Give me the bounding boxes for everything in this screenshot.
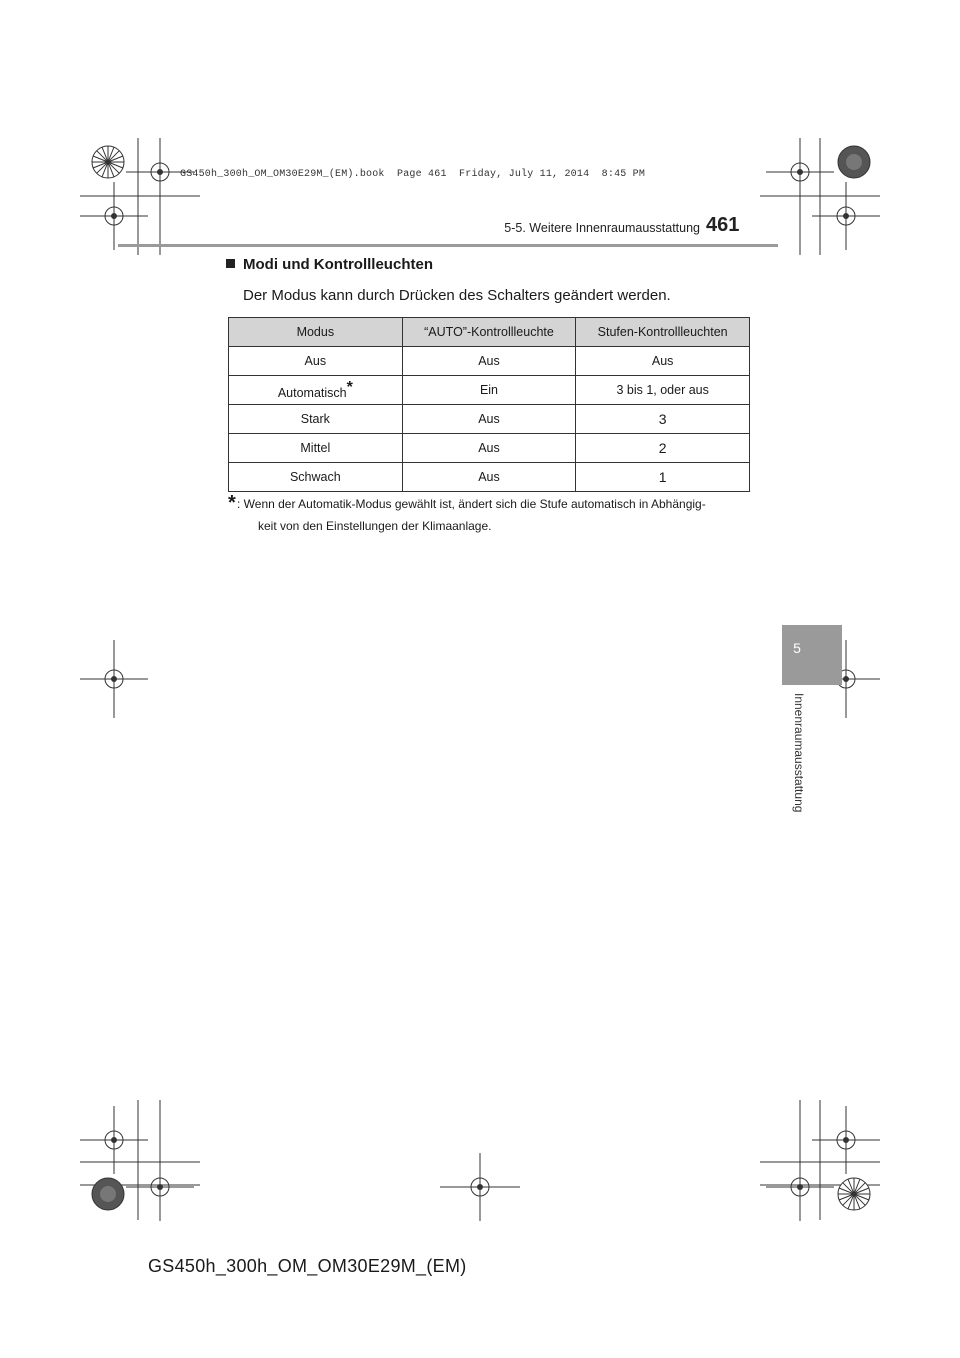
square-bullet-icon — [226, 259, 235, 268]
table-cell: 2 — [576, 434, 750, 463]
header-rule — [118, 244, 778, 247]
footnote-marker: * — [228, 492, 236, 514]
table-cell — [229, 376, 403, 405]
table-cell: Aus — [402, 405, 576, 434]
footnote-text-line2: keit von den Einstellungen der Klimaanlage. — [258, 519, 492, 533]
column-header: “AUTO”-Kontrollleuchte — [402, 318, 576, 347]
table-cell: 3 bis 1, oder aus — [576, 376, 750, 405]
table-cell: Ein — [402, 376, 576, 405]
table-row — [229, 376, 750, 405]
section-heading — [226, 256, 433, 273]
table-row — [229, 405, 750, 434]
running-header-section: 5-5. Weitere Innenraumausstattung — [504, 221, 700, 235]
modes-table — [228, 317, 750, 492]
intro-paragraph: Der Modus kann durch Drücken des Schalters geändert werden. — [243, 287, 671, 304]
page-number: 461 — [706, 214, 740, 236]
table-cell: 1 — [576, 463, 750, 492]
table-cell: Schwach — [229, 463, 403, 492]
table-cell: Aus — [402, 434, 576, 463]
table-row — [229, 463, 750, 492]
footer-document-code: GS450h_300h_OM_OM30E29M_(EM) — [148, 1256, 467, 1276]
table-cell: Aus — [229, 347, 403, 376]
chapter-tab-number: 5 — [793, 640, 801, 656]
table-header-row — [229, 318, 750, 347]
footnote-text-line1: : Wenn der Automatik-Modus gewählt ist, ändert sich die Stufe automatisch in Abhängig- — [237, 497, 706, 511]
section-heading-text: Modi und Kontrollleuchten — [243, 256, 433, 273]
chapter-tab-label: Innenraumausstattung — [792, 693, 806, 813]
asterisk-marker: * — [346, 379, 353, 397]
table-cell: Aus — [576, 347, 750, 376]
table-cell: Mittel — [229, 434, 403, 463]
table-cell-text: Automatisch — [277, 386, 347, 401]
table-row — [229, 347, 750, 376]
table-cell: Aus — [402, 463, 576, 492]
table-cell: Stark — [229, 405, 403, 434]
table-cell: 3 — [576, 405, 750, 434]
column-header: Stufen-Kontrollleuchten — [576, 318, 750, 347]
table-row — [229, 434, 750, 463]
table-cell: Aus — [402, 347, 576, 376]
book-print-info: GS450h_300h_OM_OM30E29M_(EM).book Page 461 Friday, July 11, 2014 8:45 PM — [180, 169, 646, 180]
column-header: Modus — [229, 318, 403, 347]
